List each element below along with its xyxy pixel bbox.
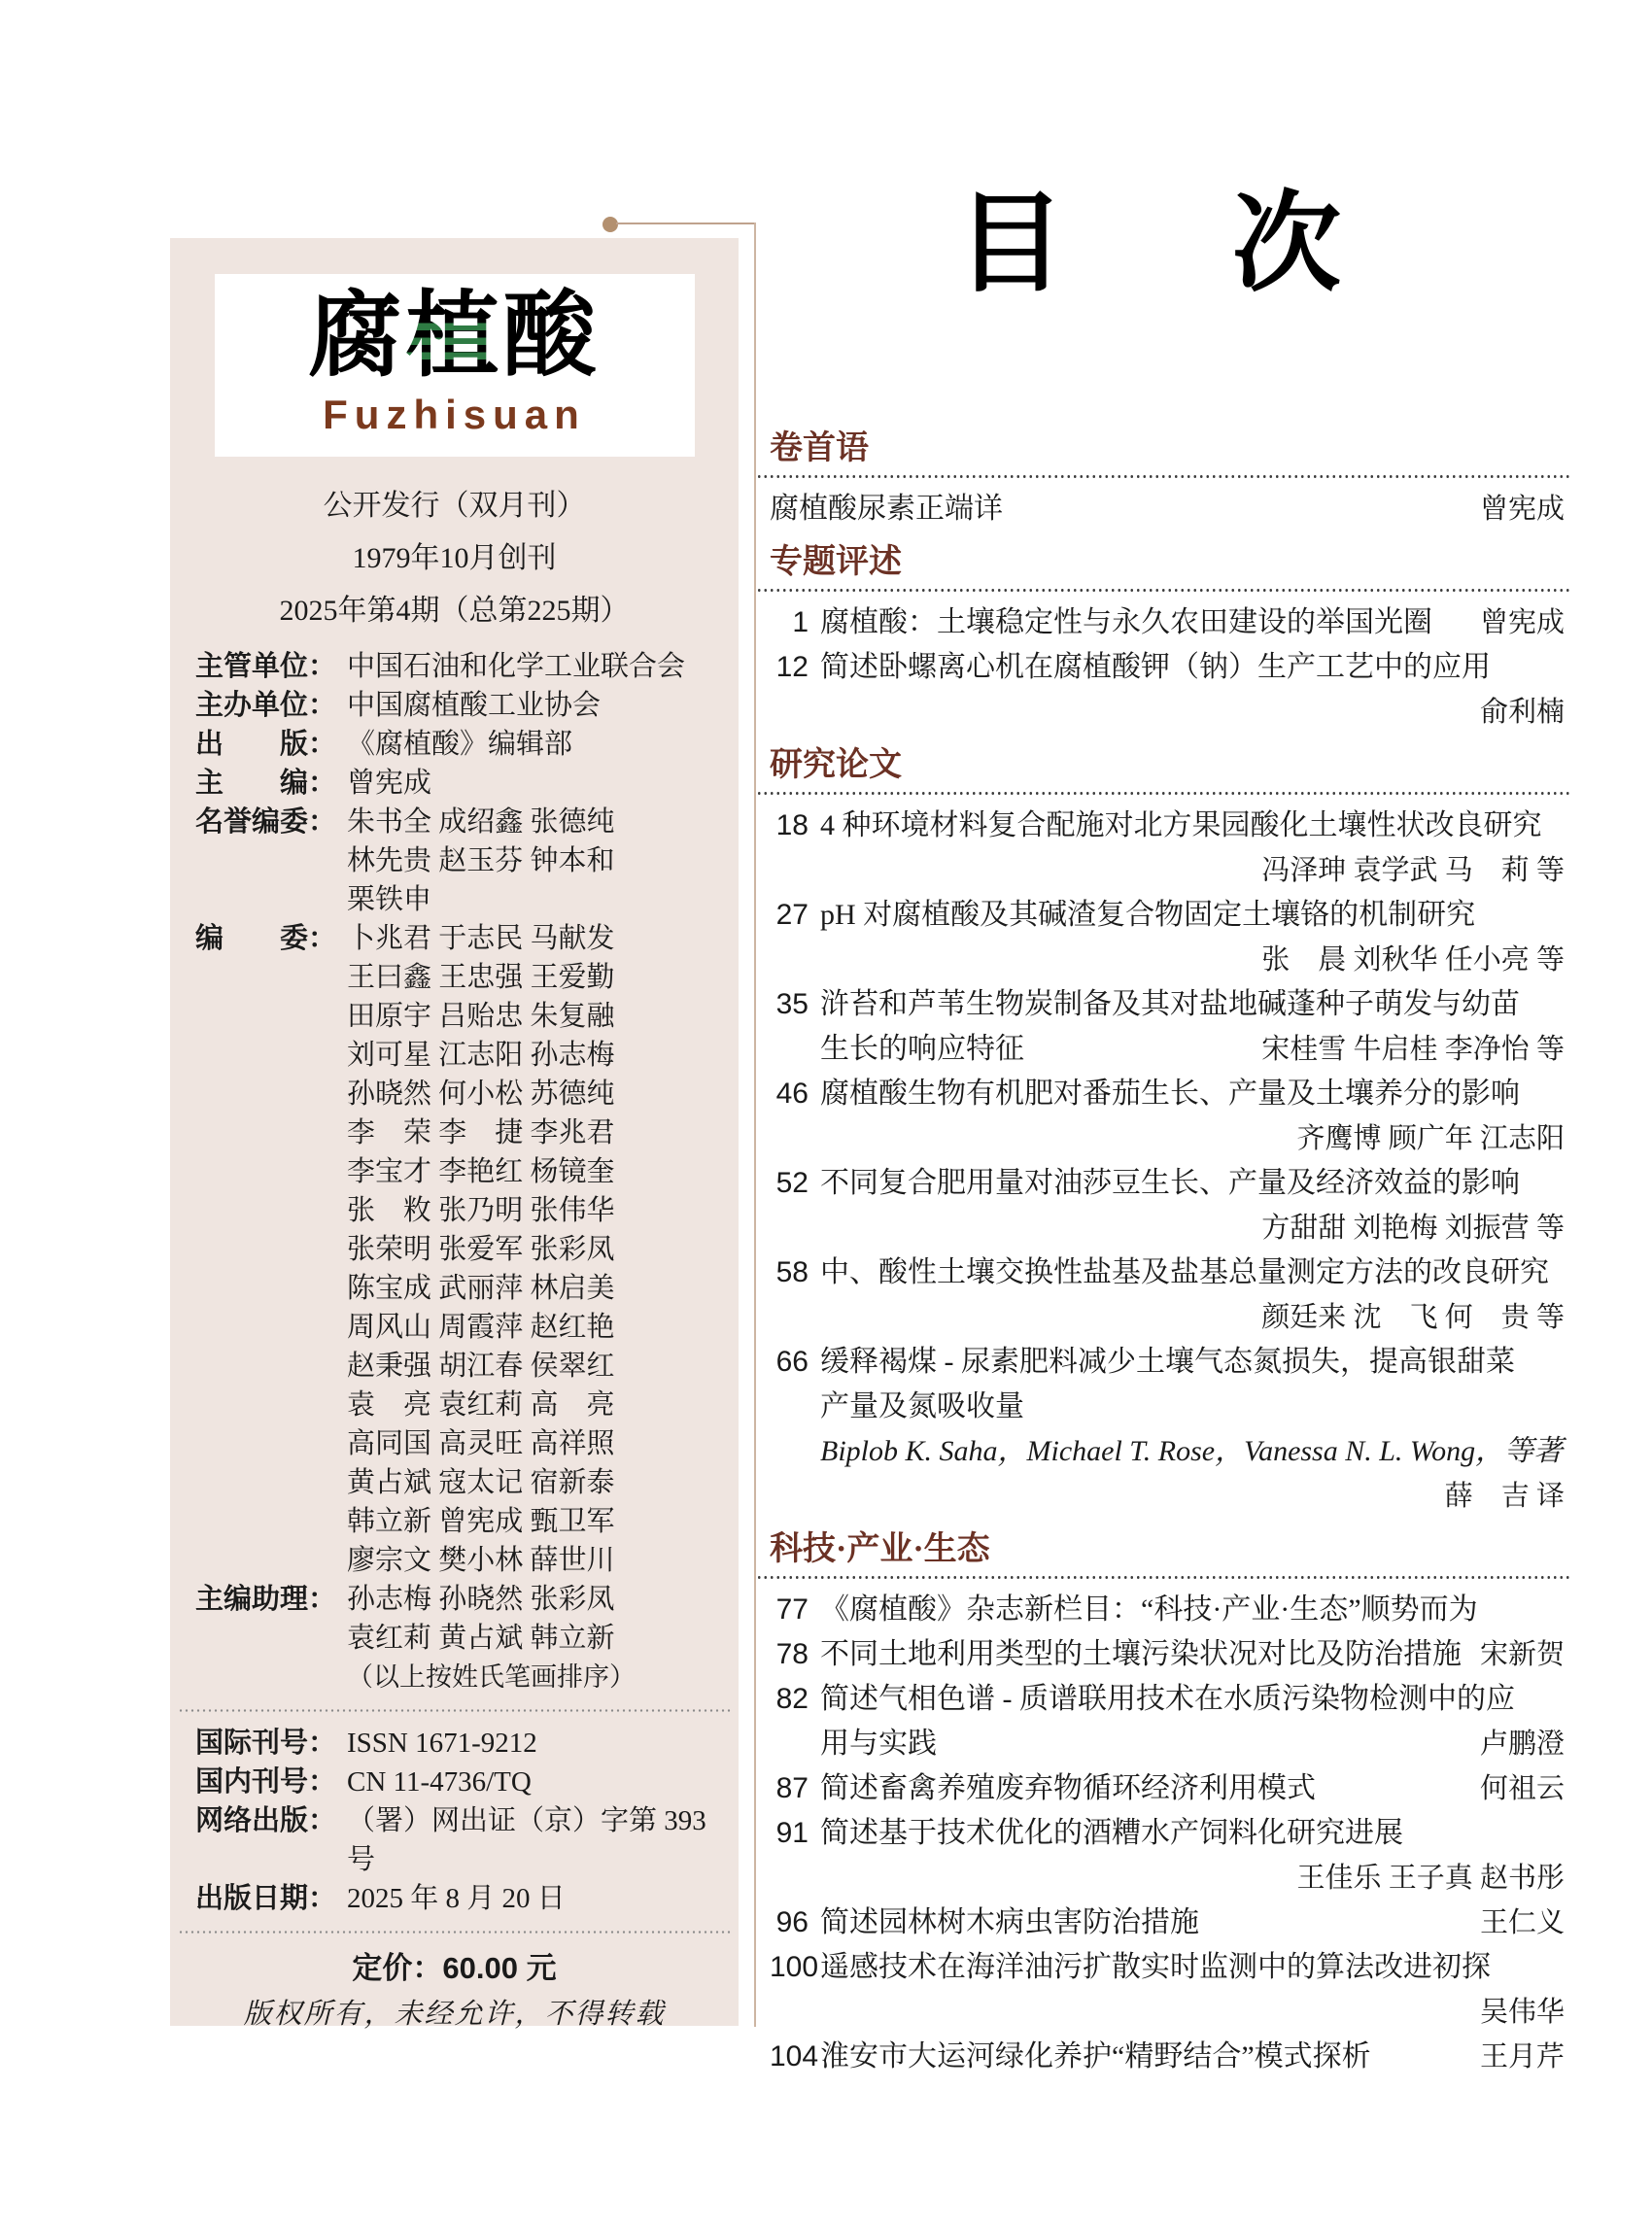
info-label: 名誉编委： xyxy=(195,806,337,838)
logo-title-cn xyxy=(215,280,695,393)
info-row xyxy=(195,919,713,1580)
toc-entry xyxy=(756,1901,1570,1945)
info-label: 主管单位： xyxy=(195,651,337,682)
section-header: 科技·产业·生态 xyxy=(770,1531,990,1567)
toc-entry xyxy=(756,1632,1570,1677)
entry-title: 简述气相色谱 - 质谱联用技术在水质污染物检测中的应 xyxy=(820,1683,1515,1715)
entry-title: 淮安市大运河绿化养护“精野结合”模式探析 xyxy=(820,2040,1371,2072)
entry-page-number: 66 xyxy=(775,1346,809,1378)
toc-entry xyxy=(756,1072,1570,1116)
entry-authors: 宋桂雪 牛启桂 李净怡 等 xyxy=(1261,1034,1565,1065)
toc-entry xyxy=(756,645,1570,690)
entry-authors: 齐鹰博 顾广年 江志阳 xyxy=(1296,1123,1565,1154)
info-value: 《腐植酸》编辑部 xyxy=(347,729,573,760)
name-list-line: 李 荣 李 捷 李兆君 xyxy=(347,1117,615,1148)
logo-char: 植 xyxy=(405,284,503,388)
entry-page-number: 77 xyxy=(775,1593,809,1626)
table-of-contents xyxy=(756,165,1570,2079)
entry-authors: 张 晨 刘秋华 任小亮 等 xyxy=(1261,944,1565,976)
journal-info-sidebar xyxy=(170,238,739,2030)
issue-line: 公开发行（双月刊） xyxy=(323,490,586,522)
entry-page-number: 27 xyxy=(775,899,809,931)
entry-authors: 吴伟华 xyxy=(1479,1997,1565,2028)
name-list-line: 王曰鑫 王忠强 王爱勤 xyxy=(347,962,615,993)
info-row xyxy=(195,1580,713,1696)
name-list-line: 孙志梅 孙晓然 张彩凤 xyxy=(347,1584,615,1615)
entry-page-number: 58 xyxy=(775,1256,809,1288)
entry-title: 中、酸性土壤交换性盐基及盐基总量测定方法的改良研究 xyxy=(820,1256,1549,1288)
entry-page-number: 1 xyxy=(792,606,809,638)
entry-title: 腐植酸生物有机肥对番茄生长、产量及土壤养分的影响 xyxy=(820,1078,1520,1110)
entry-title: 简述园林树木病虫害防治措施 xyxy=(820,1906,1199,1938)
entry-title: 遥感技术在海洋油污扩散实时监测中的算法改进初探 xyxy=(820,1951,1491,1983)
toc-entry xyxy=(756,1250,1570,1295)
entry-authors: 冯泽珅 袁学武 马 莉 等 xyxy=(1261,855,1565,886)
entry-page-number: 78 xyxy=(775,1638,809,1670)
info-row xyxy=(195,725,713,764)
toc-entry-continuation xyxy=(756,1722,1570,1766)
info-value xyxy=(347,919,713,1580)
info-label: 主 编： xyxy=(195,768,337,799)
name-list-line: 袁红莉 黄占斌 韩立新 xyxy=(347,1623,615,1654)
entry-authors: 曾宪成 xyxy=(1479,494,1565,525)
name-list-line: 卜兆君 于志民 马献发 xyxy=(347,923,615,954)
info-value xyxy=(347,1580,713,1696)
info-value xyxy=(347,803,713,919)
entry-authors: 王月芹 xyxy=(1479,2041,1565,2072)
info-label: 出 版： xyxy=(195,729,337,760)
pub-row xyxy=(195,1801,713,1879)
toc-entry xyxy=(756,600,1570,645)
divider xyxy=(178,1931,731,1934)
section-header: 卷首语 xyxy=(770,430,869,466)
author-line xyxy=(756,848,1570,893)
section-divider xyxy=(756,792,1570,795)
info-value: 中国石油和化学工业联合会 xyxy=(347,651,686,682)
entry-title: 腐植酸：土壤稳定性与永久农田建设的举国光圈 xyxy=(820,606,1432,638)
toc-entry xyxy=(756,1811,1570,1856)
entry-authors-english: Biplob K. Saha，Michael T. Rose，Vanessa N. L. Wong，等著 xyxy=(820,1435,1564,1467)
author-line xyxy=(756,1206,1570,1250)
name-list-line: 袁 亮 袁红莉 高 亮 xyxy=(347,1389,615,1421)
pub-value: 2025 年 8 月 20 日 xyxy=(347,1883,566,1914)
info-row xyxy=(195,803,713,919)
masthead-info xyxy=(170,647,739,1696)
name-list-line: 周风山 周霞萍 赵红艳 xyxy=(347,1312,615,1343)
entry-authors: 俞利楠 xyxy=(1479,697,1565,728)
name-list-line: 韩立新 曾宪成 甄卫军 xyxy=(347,1506,615,1537)
name-list-line: 廖宗文 樊小林 薛世川 xyxy=(347,1545,615,1576)
author-line xyxy=(756,1295,1570,1340)
pub-label: 国际刊号： xyxy=(195,1728,337,1759)
entry-title: 用与实践 xyxy=(820,1728,937,1760)
entry-title: 简述畜禽养殖废弃物循环经济利用模式 xyxy=(820,1772,1316,1804)
pub-row xyxy=(195,1724,713,1763)
copyright-line: 版权所有，未经允许，不得转载 xyxy=(243,1999,666,2030)
toc-entry-continuation xyxy=(756,1385,1570,1429)
info-label: 主编助理： xyxy=(195,1584,337,1615)
author-line xyxy=(756,1474,1570,1519)
section-divider xyxy=(756,475,1570,478)
section-divider xyxy=(756,589,1570,592)
entry-page-number: 91 xyxy=(775,1817,809,1849)
name-list-line: 高同国 高灵旺 高祥照 xyxy=(347,1428,615,1459)
entry-authors: 王仁义 xyxy=(1479,1907,1565,1938)
info-row xyxy=(195,647,713,686)
entry-title: 腐植酸尿素正端详 xyxy=(770,493,1003,525)
entry-title: 简述基于技术优化的酒糟水产饲料化研究进展 xyxy=(820,1817,1403,1849)
toc-entry xyxy=(756,1161,1570,1206)
name-list-line: 朱书全 成绍鑫 张德纯 xyxy=(347,806,615,838)
logo-title-en: Fuzhisuan xyxy=(323,392,586,437)
pub-label: 国内刊号： xyxy=(195,1766,337,1798)
pub-value: ISSN 1671-9212 xyxy=(347,1728,537,1759)
toc-entry xyxy=(756,893,1570,938)
toc-entry-continuation xyxy=(756,1429,1570,1474)
entry-page-number: 35 xyxy=(775,988,809,1020)
entry-authors: 宋新贺 xyxy=(1479,1639,1565,1670)
name-list-line: 栗铁申 xyxy=(347,884,432,915)
entry-page-number: 52 xyxy=(775,1167,809,1199)
entry-page-number: 12 xyxy=(775,651,809,683)
section-divider xyxy=(756,1576,1570,1579)
info-value: 曾宪成 xyxy=(347,768,432,799)
toc-entry xyxy=(756,1945,1570,1990)
toc-entry xyxy=(756,487,1570,531)
corner-dot-icon xyxy=(602,217,618,232)
entry-page-number: 46 xyxy=(775,1078,809,1110)
entry-title: 不同土地利用类型的土壤污染状况对比及防治措施 xyxy=(820,1638,1462,1670)
entry-title: 缓释褐煤 - 尿素肥料减少土壤气态氮损失，提高银甜菜 xyxy=(820,1346,1515,1378)
deco-line-horizontal xyxy=(616,223,755,224)
sort-note: （以上按姓氏笔画排序） xyxy=(347,1662,636,1692)
entry-authors: 曾宪成 xyxy=(1479,607,1565,638)
entry-title: 简述卧螺离心机在腐植酸钾（钠）生产工艺中的应用 xyxy=(820,651,1491,683)
name-list-line: 陈宝成 武丽萍 林启美 xyxy=(347,1273,615,1304)
author-line xyxy=(756,1856,1570,1901)
author-line xyxy=(756,938,1570,982)
name-list-line: 张荣明 张爱军 张彩凤 xyxy=(347,1234,615,1265)
entry-authors: 方甜甜 刘艳梅 刘振营 等 xyxy=(1261,1213,1565,1244)
pub-row xyxy=(195,1879,713,1918)
name-list-line: 田原宇 吕贻忠 朱复融 xyxy=(347,1001,615,1032)
info-value: 中国腐植酸工业协会 xyxy=(347,690,602,721)
toc-entry xyxy=(756,982,1570,1027)
entry-page-number: 82 xyxy=(775,1683,809,1715)
entry-title: 4 种环境材料复合配施对北方果园酸化土壤性状改良研究 xyxy=(820,809,1542,841)
entry-translator: 薛 吉 译 xyxy=(1444,1481,1565,1512)
toc-title: 目 次 xyxy=(956,183,1370,304)
entry-page-number: 96 xyxy=(775,1906,809,1938)
pub-label: 网络出版： xyxy=(195,1805,337,1836)
toc-entry xyxy=(756,2035,1570,2079)
entry-authors: 卢鹏澄 xyxy=(1479,1729,1565,1760)
entry-authors: 王佳乐 王子真 赵书彤 xyxy=(1296,1863,1565,1894)
info-row xyxy=(195,764,713,803)
name-list-line: 李宝才 李艳红 杨镜奎 xyxy=(347,1156,615,1187)
name-list-line: 林先贵 赵玉芬 钟本和 xyxy=(347,845,615,876)
logo-char: 酸 xyxy=(502,284,601,388)
info-label: 主办单位： xyxy=(195,690,337,721)
toc-entry xyxy=(756,1766,1570,1811)
issue-info xyxy=(170,480,739,637)
name-list-line: 赵秉强 胡江春 侯翠红 xyxy=(347,1351,615,1382)
toc-entry xyxy=(756,1677,1570,1722)
journal-logo xyxy=(215,274,695,457)
entry-title: 《腐植酸》杂志新栏目：“科技·产业·生态”顺势而为 xyxy=(820,1593,1478,1626)
toc-entry xyxy=(756,1588,1570,1632)
entry-title: 产量及氮吸收量 xyxy=(820,1390,1024,1422)
entry-authors: 颜廷来 沈 飞 何 贵 等 xyxy=(1261,1302,1565,1333)
name-list-line: 刘可星 江志阳 孙志梅 xyxy=(347,1040,615,1071)
issue-line: 1979年10月创刊 xyxy=(352,542,557,574)
entry-title: 生长的响应特征 xyxy=(820,1033,1024,1065)
section-header: 专题评述 xyxy=(770,544,902,580)
logo-char: 腐 xyxy=(308,284,406,388)
issue-line: 2025年第4期（总第225期） xyxy=(279,595,630,627)
author-line xyxy=(756,1116,1570,1161)
pub-label: 出版日期： xyxy=(195,1883,337,1914)
entry-authors: 何祖云 xyxy=(1479,1773,1565,1804)
toc-entry xyxy=(756,804,1570,848)
entry-title: pH 对腐植酸及其碱渣复合物固定土壤铬的机制研究 xyxy=(820,899,1476,931)
entry-page-number: 100 xyxy=(770,1951,819,1983)
divider xyxy=(178,1709,731,1712)
entry-page-number: 104 xyxy=(770,2040,819,2072)
publication-ids xyxy=(170,1724,739,1918)
author-line xyxy=(756,1990,1570,2035)
section-header: 研究论文 xyxy=(770,747,902,783)
pub-value: （署）网出证（京）字第 393 号 xyxy=(347,1805,706,1875)
toc-entry-continuation xyxy=(756,1027,1570,1072)
name-list-line: 孙晓然 何小松 苏德纯 xyxy=(347,1079,615,1110)
price-line: 定价：60.00 元 xyxy=(352,1951,557,1985)
info-label: 编 委： xyxy=(195,923,337,954)
name-list-line: 黄占斌 寇太记 宿新泰 xyxy=(347,1467,615,1498)
entry-page-number: 87 xyxy=(775,1772,809,1804)
info-row xyxy=(195,686,713,725)
entry-title: 不同复合肥用量对油莎豆生长、产量及经济效益的影响 xyxy=(820,1167,1520,1199)
pub-value: CN 11-4736/TQ xyxy=(347,1766,532,1798)
entry-title: 浒苔和芦苇生物炭制备及其对盐地碱蓬种子萌发与幼苗 xyxy=(820,988,1520,1020)
author-line xyxy=(756,690,1570,735)
entry-page-number: 18 xyxy=(775,809,809,841)
toc-entry xyxy=(756,1340,1570,1385)
name-list-line: 张 敉 张乃明 张伟华 xyxy=(347,1195,615,1226)
pub-row xyxy=(195,1763,713,1801)
